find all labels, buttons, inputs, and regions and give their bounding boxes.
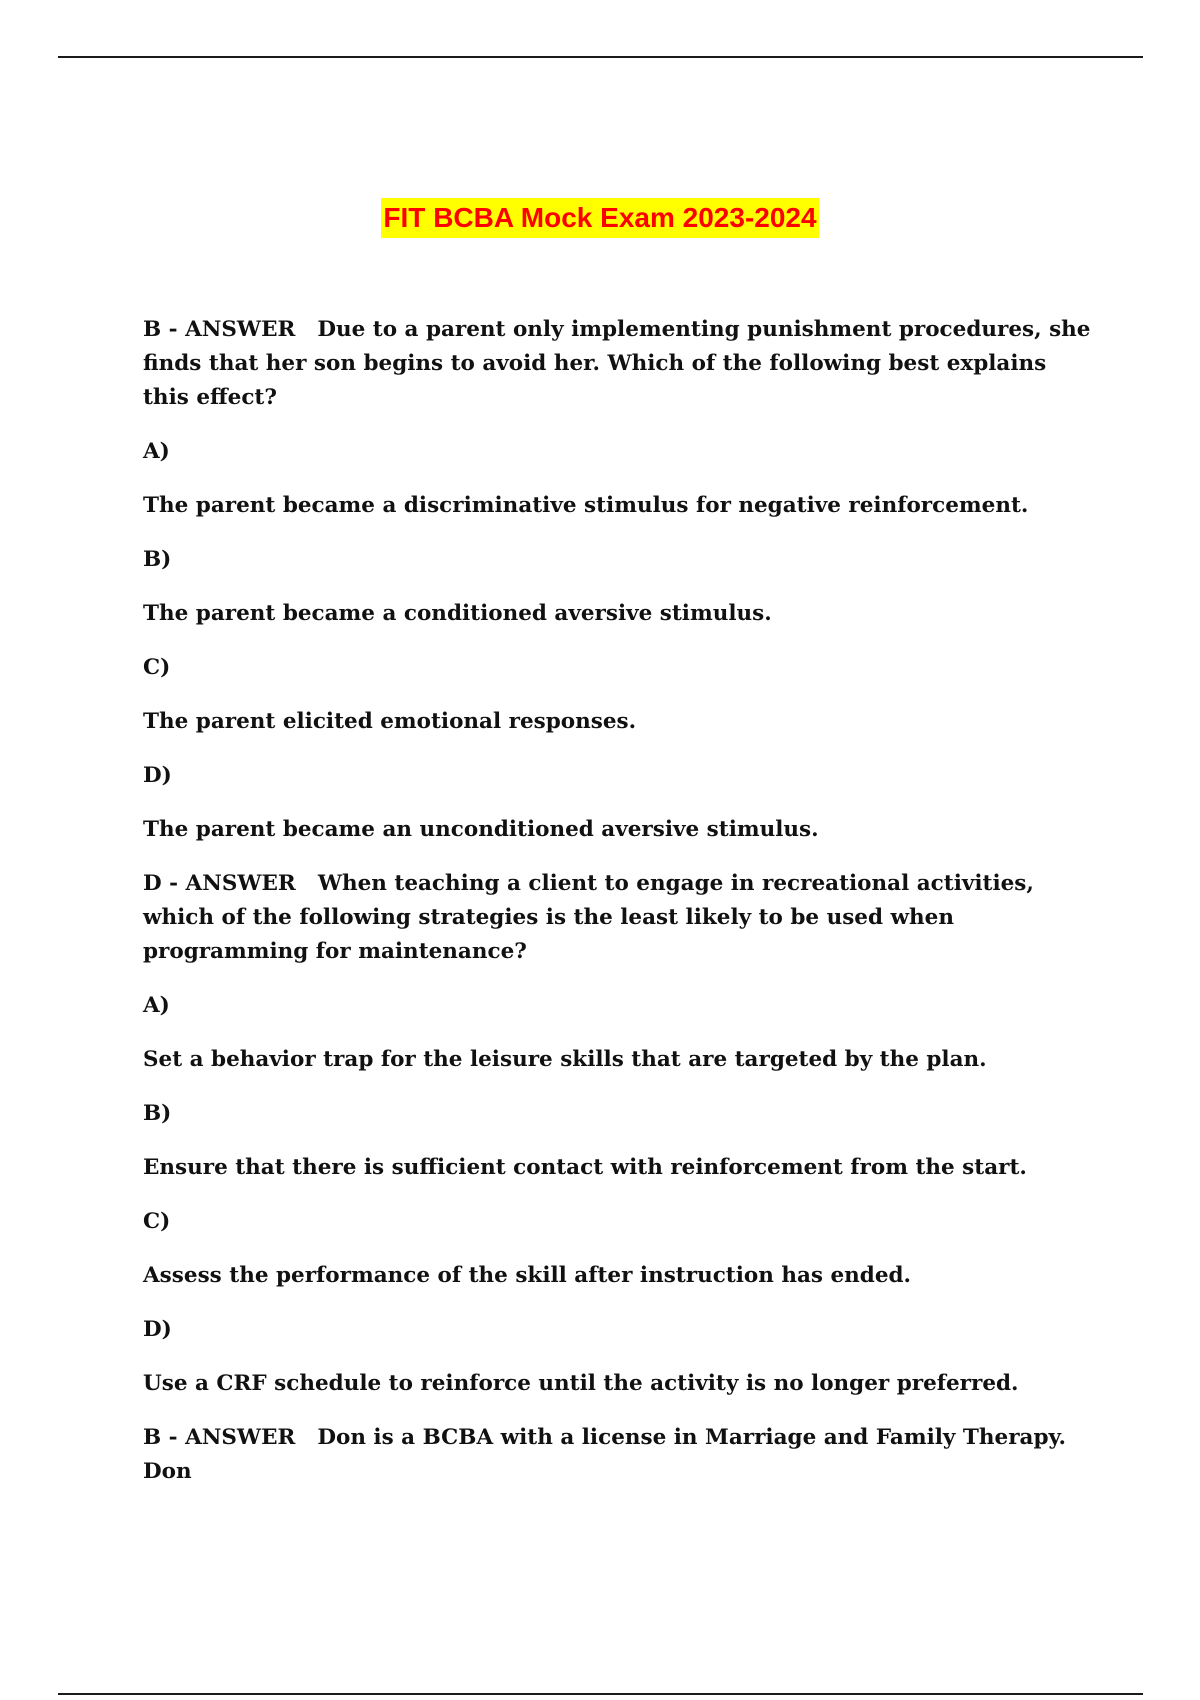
option-text: The parent became a conditioned aversive stimulus.: [143, 601, 772, 626]
option-letter: C): [143, 1209, 171, 1234]
question-stem: Don is a BCBA with a license in Marriage and Family Therapy. Don: [143, 1425, 1067, 1484]
title-container: [0, 198, 1200, 238]
option-text: Use a CRF schedule to reinforce until the activity is no longer preferred.: [143, 1371, 1019, 1396]
bottom-rule: [58, 1693, 1143, 1695]
option-text: The parent elicited emotional responses.: [143, 709, 637, 734]
answer-key: B - ANSWER: [143, 1425, 296, 1450]
document-body: [143, 313, 1093, 1509]
top-rule: [58, 56, 1143, 58]
option-letter: D): [143, 763, 172, 788]
question-block: [143, 1421, 1093, 1489]
option-letter: A): [143, 439, 170, 464]
question-stem: When teaching a client to engage in recreational activities, which of the following strategies is the least likely to be used when programming for maintenance?: [143, 871, 1034, 964]
option-letter: C): [143, 655, 171, 680]
question-text: [143, 1421, 1093, 1489]
option-text: The parent became a discriminative stimulus for negative reinforcement.: [143, 493, 1029, 518]
question-stem: Due to a parent only implementing punishment procedures, she finds that her son begins to avoid her. Which of the following best explains this effect?: [143, 317, 1091, 410]
option-letter: A): [143, 993, 170, 1018]
option-text: Assess the performance of the skill after instruction has ended.: [143, 1263, 912, 1288]
question-text: [143, 313, 1093, 415]
answer-key: D - ANSWER: [143, 871, 296, 896]
option-letter: B): [143, 1101, 172, 1126]
answer-key: B - ANSWER: [143, 317, 296, 342]
option-text: The parent became an unconditioned aversive stimulus.: [143, 817, 819, 842]
option-letter: B): [143, 547, 172, 572]
question-block: [143, 867, 1093, 1401]
page-title: FIT BCBA Mock Exam 2023-2024: [381, 198, 818, 238]
option-text: Ensure that there is sufficient contact with reinforcement from the start.: [143, 1155, 1027, 1180]
question-text: [143, 867, 1093, 969]
option-letter: D): [143, 1317, 172, 1342]
option-text: Set a behavior trap for the leisure skills that are targeted by the plan.: [143, 1047, 987, 1072]
question-block: [143, 313, 1093, 847]
